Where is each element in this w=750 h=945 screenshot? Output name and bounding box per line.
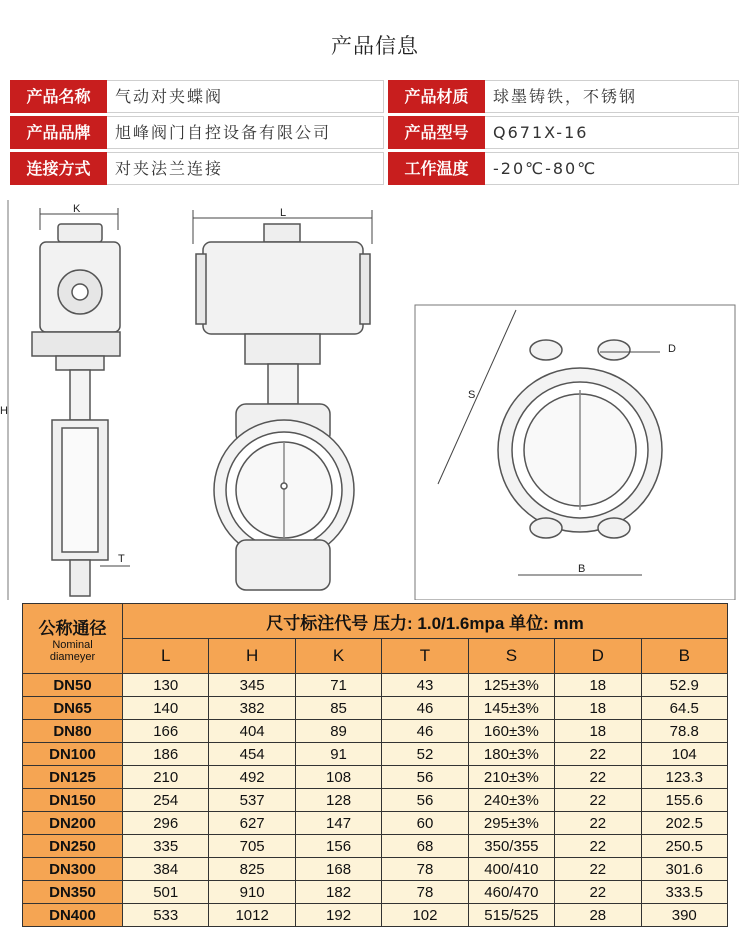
dimension-cell: 125±3% — [468, 674, 554, 697]
dimension-cell: 210±3% — [468, 766, 554, 789]
dimension-cell: 627 — [209, 812, 295, 835]
dimension-cell: 22 — [555, 858, 641, 881]
dimension-cell: 89 — [295, 720, 381, 743]
info-value: 气动对夹蝶阀 — [107, 80, 384, 113]
side-view — [0, 200, 130, 600]
dimension-cell: 78.8 — [641, 720, 727, 743]
dim-label-d: D — [668, 343, 676, 355]
dimension-cell: 296 — [123, 812, 209, 835]
dim-label-k: K — [73, 203, 81, 215]
dimension-table — [22, 603, 728, 927]
dimension-cell: 22 — [555, 743, 641, 766]
column-header: D — [555, 639, 641, 674]
table-row — [23, 720, 728, 743]
table-row — [23, 835, 728, 858]
page-title: 产品信息 — [331, 34, 419, 58]
dimension-cell: 533 — [123, 904, 209, 927]
nominal-diameter-cell: DN400 — [23, 904, 123, 927]
dimension-cell: 28 — [555, 904, 641, 927]
nominal-diameter-cell: DN200 — [23, 812, 123, 835]
dimension-cell: 1012 — [209, 904, 295, 927]
table-row — [23, 812, 728, 835]
info-row — [10, 80, 740, 113]
dimension-cell: 192 — [295, 904, 381, 927]
nominal-diameter-cell: DN350 — [23, 881, 123, 904]
dimension-cell: 43 — [382, 674, 468, 697]
dimension-cell: 22 — [555, 812, 641, 835]
info-value: 球墨铸铁，不锈钢 — [485, 80, 739, 113]
info-value: -20℃-80℃ — [485, 152, 739, 185]
table-row — [23, 904, 728, 927]
info-label: 产品材质 — [388, 80, 485, 113]
dimension-cell: 18 — [555, 720, 641, 743]
dimension-cell: 910 — [209, 881, 295, 904]
dimension-cell: 240±3% — [468, 789, 554, 812]
dimension-cell: 78 — [382, 858, 468, 881]
nominal-en: Nominal — [52, 639, 93, 651]
column-header: L — [123, 639, 209, 674]
nominal-diameter-cell: DN150 — [23, 789, 123, 812]
dimension-cell: 454 — [209, 743, 295, 766]
info-row — [10, 116, 740, 149]
flange-view — [415, 305, 735, 600]
nominal-diameter-cell: DN80 — [23, 720, 123, 743]
dimension-cell: 18 — [555, 697, 641, 720]
info-label: 连接方式 — [10, 152, 107, 185]
dimension-cell: 166 — [123, 720, 209, 743]
dimension-cell: 130 — [123, 674, 209, 697]
dimension-rows — [23, 674, 728, 927]
dimension-cell: 515/525 — [468, 904, 554, 927]
info-label: 产品品牌 — [10, 116, 107, 149]
dimension-cell: 22 — [555, 789, 641, 812]
dimension-cell: 60 — [382, 812, 468, 835]
dimension-cell: 102 — [382, 904, 468, 927]
table-row — [23, 789, 728, 812]
nominal-en: diameyer — [49, 651, 96, 663]
dimension-cell: 182 — [295, 881, 381, 904]
dimension-cell: 501 — [123, 881, 209, 904]
info-row — [10, 152, 740, 185]
table-caption: 尺寸标注代号 压力: 1.0/1.6mpa 单位: mm — [123, 604, 728, 639]
dimension-cell: 250.5 — [641, 835, 727, 858]
dimension-cell: 295±3% — [468, 812, 554, 835]
dimension-cell: 22 — [555, 881, 641, 904]
dimension-cell: 825 — [209, 858, 295, 881]
dimension-cell: 335 — [123, 835, 209, 858]
dimension-cell: 140 — [123, 697, 209, 720]
dimension-cell: 71 — [295, 674, 381, 697]
nominal-diameter-cell: DN50 — [23, 674, 123, 697]
info-label: 产品名称 — [10, 80, 107, 113]
dimension-cell: 537 — [209, 789, 295, 812]
front-view — [193, 207, 372, 590]
column-header: K — [295, 639, 381, 674]
dimension-cell: 52 — [382, 743, 468, 766]
dimension-cell: 78 — [382, 881, 468, 904]
info-value: 对夹法兰连接 — [107, 152, 384, 185]
dimension-cell: 64.5 — [641, 697, 727, 720]
dimension-cell: 160±3% — [468, 720, 554, 743]
dim-label-b: B — [578, 563, 586, 575]
nominal-diameter-cell: DN250 — [23, 835, 123, 858]
nominal-cn: 公称通径 — [38, 619, 107, 638]
dimension-cell: 202.5 — [641, 812, 727, 835]
dimension-cell: 145±3% — [468, 697, 554, 720]
dimension-cell: 333.5 — [641, 881, 727, 904]
nominal-diameter-cell: DN300 — [23, 858, 123, 881]
info-label: 工作温度 — [388, 152, 485, 185]
dimension-cell: 180±3% — [468, 743, 554, 766]
dimension-cell: 46 — [382, 697, 468, 720]
table-row — [23, 881, 728, 904]
dimension-cell: 56 — [382, 766, 468, 789]
dimension-cell: 301.6 — [641, 858, 727, 881]
dimension-cell: 384 — [123, 858, 209, 881]
dimension-cell: 147 — [295, 812, 381, 835]
dimension-cell: 390 — [641, 904, 727, 927]
info-value: Q671X-16 — [485, 116, 739, 149]
dimension-cell: 22 — [555, 835, 641, 858]
dimension-cell: 68 — [382, 835, 468, 858]
dimension-cell: 18 — [555, 674, 641, 697]
dimension-cell: 91 — [295, 743, 381, 766]
info-label: 产品型号 — [388, 116, 485, 149]
dim-label-t: T — [118, 553, 125, 565]
nominal-diameter-cell: DN65 — [23, 697, 123, 720]
dimension-cell: 705 — [209, 835, 295, 858]
dimension-cell: 52.9 — [641, 674, 727, 697]
valve-technical-drawing — [0, 200, 750, 600]
dim-label-l: L — [280, 207, 287, 219]
dimension-cell: 85 — [295, 697, 381, 720]
column-header: B — [641, 639, 727, 674]
dimension-cell: 492 — [209, 766, 295, 789]
dim-label-h: H — [0, 405, 8, 417]
nominal-diameter-header — [23, 604, 123, 674]
dimension-cell: 56 — [382, 789, 468, 812]
dimension-cell: 186 — [123, 743, 209, 766]
dim-label-s: S — [468, 389, 476, 401]
dimension-cell: 108 — [295, 766, 381, 789]
dimension-cell: 460/470 — [468, 881, 554, 904]
dimension-cell: 210 — [123, 766, 209, 789]
product-info-table — [10, 80, 740, 188]
dimension-cell: 156 — [295, 835, 381, 858]
dimension-cell: 404 — [209, 720, 295, 743]
dimension-cell: 128 — [295, 789, 381, 812]
dimension-cell: 345 — [209, 674, 295, 697]
dimension-cell: 400/410 — [468, 858, 554, 881]
dimension-cell: 22 — [555, 766, 641, 789]
column-header: H — [209, 639, 295, 674]
dimension-cell: 123.3 — [641, 766, 727, 789]
info-value: 旭峰阀门自控设备有限公司 — [107, 116, 384, 149]
dimension-cell: 350/355 — [468, 835, 554, 858]
dimension-cell: 168 — [295, 858, 381, 881]
table-row — [23, 858, 728, 881]
nominal-diameter-cell: DN100 — [23, 743, 123, 766]
dimension-cell: 382 — [209, 697, 295, 720]
table-row — [23, 766, 728, 789]
nominal-diameter-cell: DN125 — [23, 766, 123, 789]
table-row — [23, 674, 728, 697]
dimension-cell: 46 — [382, 720, 468, 743]
dimension-cell: 155.6 — [641, 789, 727, 812]
table-row — [23, 743, 728, 766]
dimension-cell: 254 — [123, 789, 209, 812]
column-header: S — [468, 639, 554, 674]
column-header: T — [382, 639, 468, 674]
dimension-cell: 104 — [641, 743, 727, 766]
table-row — [23, 697, 728, 720]
